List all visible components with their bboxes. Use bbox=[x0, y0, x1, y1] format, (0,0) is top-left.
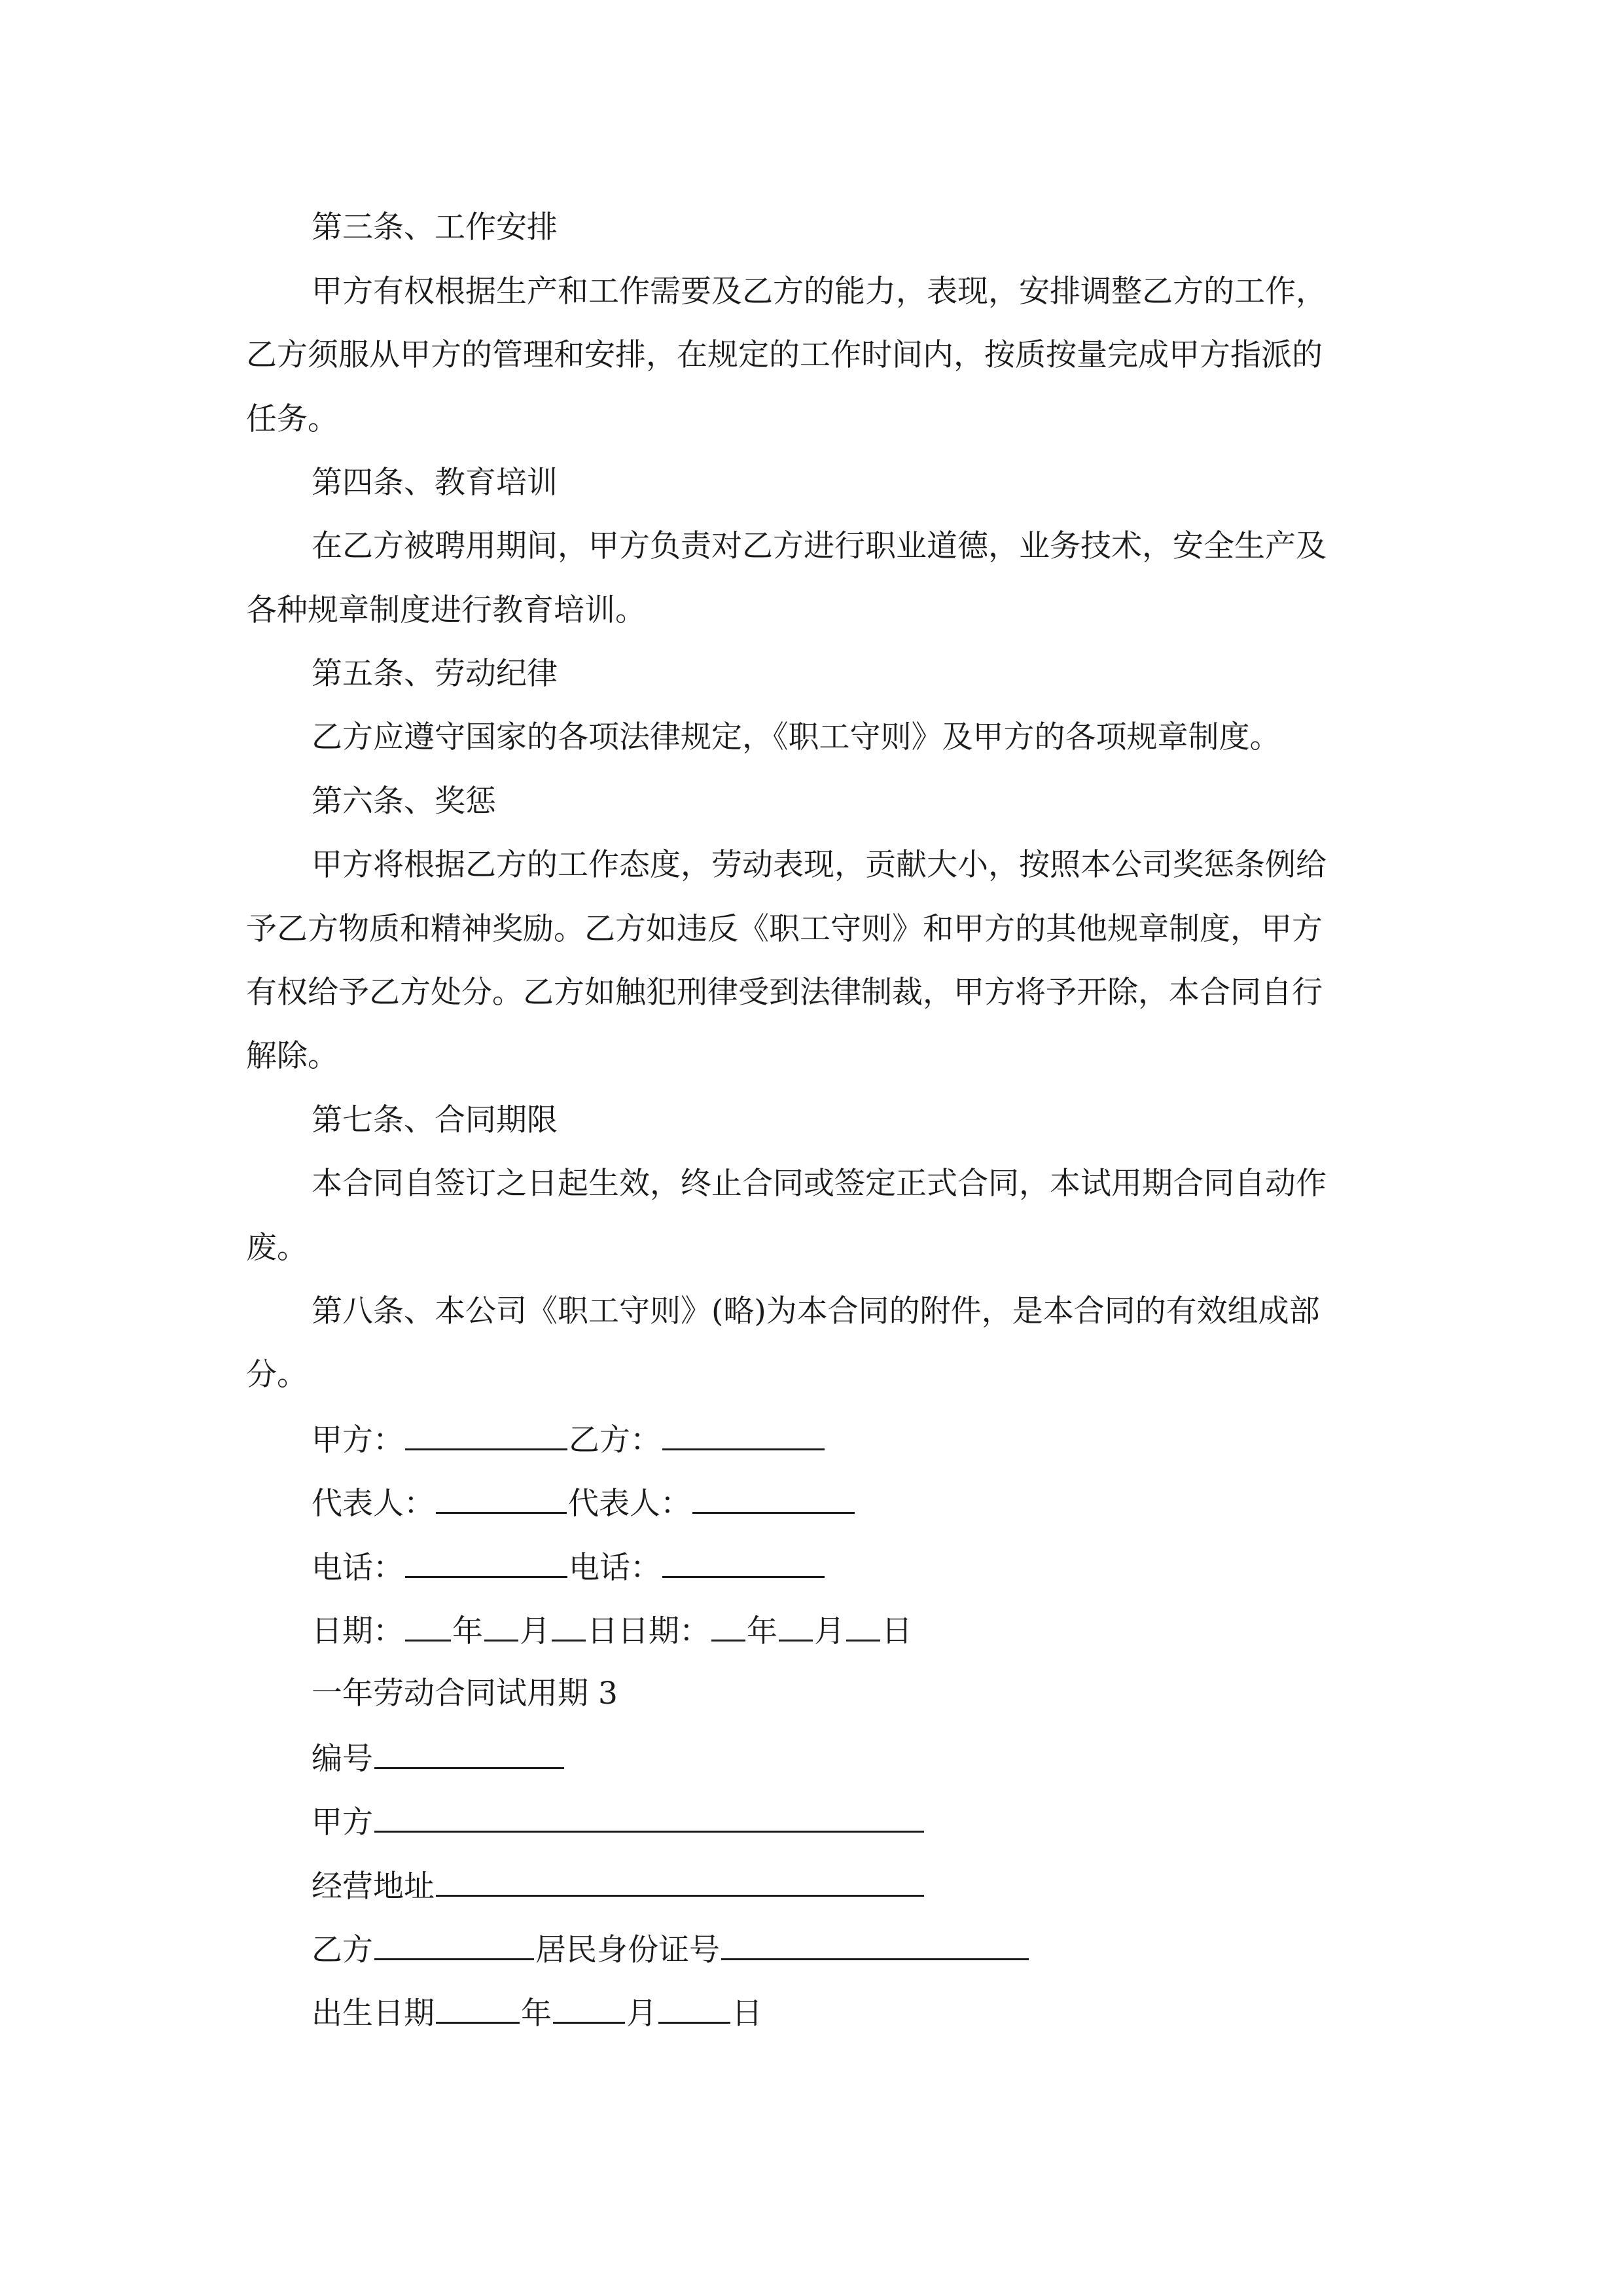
article6-heading: 第六条、奖惩 bbox=[312, 783, 496, 819]
form-address-blank[interactable] bbox=[436, 1866, 924, 1897]
form-number-row bbox=[312, 1738, 565, 1779]
signature-representative-row bbox=[312, 1483, 856, 1524]
phone-a-label: 电话： bbox=[312, 1550, 404, 1586]
representative-a-blank[interactable] bbox=[436, 1483, 567, 1514]
signature-phone-row bbox=[312, 1547, 826, 1588]
form-party-a-blank[interactable] bbox=[374, 1802, 924, 1833]
article3-paragraph-line: 任务。 bbox=[246, 401, 338, 437]
article7-paragraph-line: 本合同自签订之日起生效，终止合同或签定正式合同，本试用期合同自动作 bbox=[312, 1166, 1327, 1202]
representative-b-label: 代表人： bbox=[568, 1486, 691, 1522]
article4-paragraph-line: 在乙方被聘用期间，甲方负责对乙方进行职业道德，业务技术，安全生产及 bbox=[312, 528, 1327, 564]
article8-paragraph-line: 第八条、本公司《职工守则》(略)为本合同的附件，是本合同的有效组成部 bbox=[312, 1293, 1320, 1329]
birth-month-blank[interactable] bbox=[553, 1993, 625, 2024]
form-party-b-blank[interactable] bbox=[374, 1929, 534, 1960]
phone-b-label: 电话： bbox=[569, 1550, 661, 1586]
form-id-number-label: 居民身份证号 bbox=[535, 1932, 720, 1968]
article6-paragraph-line: 予乙方物质和精神奖励。乙方如违反《职工守则》和甲方的其他规章制度，甲方 bbox=[246, 911, 1323, 947]
article3-paragraph-line: 甲方有权根据生产和工作需要及乙方的能力，表现，安排调整乙方的工作， bbox=[312, 274, 1327, 310]
article8-paragraph-line: 分。 bbox=[246, 1357, 308, 1393]
form-address-row bbox=[312, 1866, 925, 1907]
article7-paragraph-line: 废。 bbox=[246, 1230, 308, 1266]
date-a-year-blank[interactable] bbox=[405, 1611, 451, 1641]
form-party-a-label: 甲方 bbox=[312, 1804, 373, 1840]
article6-paragraph-line: 甲方将根据乙方的工作态度，劳动表现，贡献大小，按照本公司奖惩条例给 bbox=[312, 847, 1327, 883]
form-number-label: 编号 bbox=[312, 1741, 373, 1777]
form-birth-date-label: 出生日期 bbox=[312, 1996, 435, 2032]
form-party-a-row bbox=[312, 1802, 925, 1842]
article3-heading: 第三条、工作安排 bbox=[312, 209, 558, 245]
month-label: 月 bbox=[626, 1996, 657, 2032]
year-label: 年 bbox=[452, 1613, 483, 1649]
year-label: 年 bbox=[747, 1613, 777, 1649]
form-party-b-label: 乙方 bbox=[312, 1932, 373, 1968]
day-label: 日 bbox=[587, 1613, 618, 1649]
article7-heading: 第七条、合同期限 bbox=[312, 1102, 558, 1138]
month-label: 月 bbox=[520, 1613, 550, 1649]
day-label: 日 bbox=[882, 1613, 912, 1649]
date-a-month-blank[interactable] bbox=[484, 1611, 518, 1641]
article3-paragraph-line: 乙方须服从甲方的管理和安排，在规定的工作时间内，按质按量完成甲方指派的 bbox=[246, 337, 1323, 373]
next-contract-title: 一年劳动合同试用期 3 bbox=[312, 1676, 618, 1712]
form-id-number-blank[interactable] bbox=[721, 1929, 1029, 1960]
party-b-label: 乙方： bbox=[569, 1422, 661, 1458]
form-party-b-row bbox=[312, 1929, 1030, 1970]
phone-a-blank[interactable] bbox=[405, 1547, 567, 1578]
party-a-label: 甲方： bbox=[312, 1422, 404, 1458]
birth-year-blank[interactable] bbox=[436, 1993, 520, 2024]
signature-party-row bbox=[312, 1420, 826, 1460]
phone-b-blank[interactable] bbox=[662, 1547, 825, 1578]
article6-paragraph-line: 有权给予乙方处分。乙方如触犯刑律受到法律制裁，甲方将予开除，本合同自行 bbox=[246, 975, 1323, 1011]
representative-b-blank[interactable] bbox=[692, 1483, 855, 1514]
article5-paragraph-line: 乙方应遵守国家的各项法律规定，《职工守则》及甲方的各项规章制度。 bbox=[312, 719, 1281, 755]
form-address-label: 经营地址 bbox=[312, 1869, 435, 1905]
representative-a-label: 代表人： bbox=[312, 1486, 435, 1522]
date-a-day-blank[interactable] bbox=[552, 1611, 586, 1641]
form-number-blank[interactable] bbox=[374, 1738, 564, 1769]
article4-paragraph-line: 各种规章制度进行教育培训。 bbox=[246, 592, 646, 628]
article5-heading: 第五条、劳动纪律 bbox=[312, 656, 558, 692]
birth-day-blank[interactable] bbox=[658, 1993, 730, 2024]
date-b-year-blank[interactable] bbox=[711, 1611, 745, 1641]
party-b-blank[interactable] bbox=[662, 1420, 825, 1450]
date-b-label: 日期： bbox=[618, 1613, 710, 1649]
article6-paragraph-line: 解除。 bbox=[246, 1038, 338, 1074]
form-birth-date-row bbox=[312, 1993, 762, 2034]
date-a-label: 日期： bbox=[312, 1613, 404, 1649]
month-label: 月 bbox=[814, 1613, 845, 1649]
day-label: 日 bbox=[732, 1996, 762, 2032]
party-a-blank[interactable] bbox=[405, 1420, 567, 1450]
article4-heading: 第四条、教育培训 bbox=[312, 465, 558, 501]
signature-date-row bbox=[312, 1611, 912, 1651]
date-b-day-blank[interactable] bbox=[846, 1611, 880, 1641]
year-label: 年 bbox=[521, 1996, 552, 2032]
date-b-month-blank[interactable] bbox=[779, 1611, 813, 1641]
